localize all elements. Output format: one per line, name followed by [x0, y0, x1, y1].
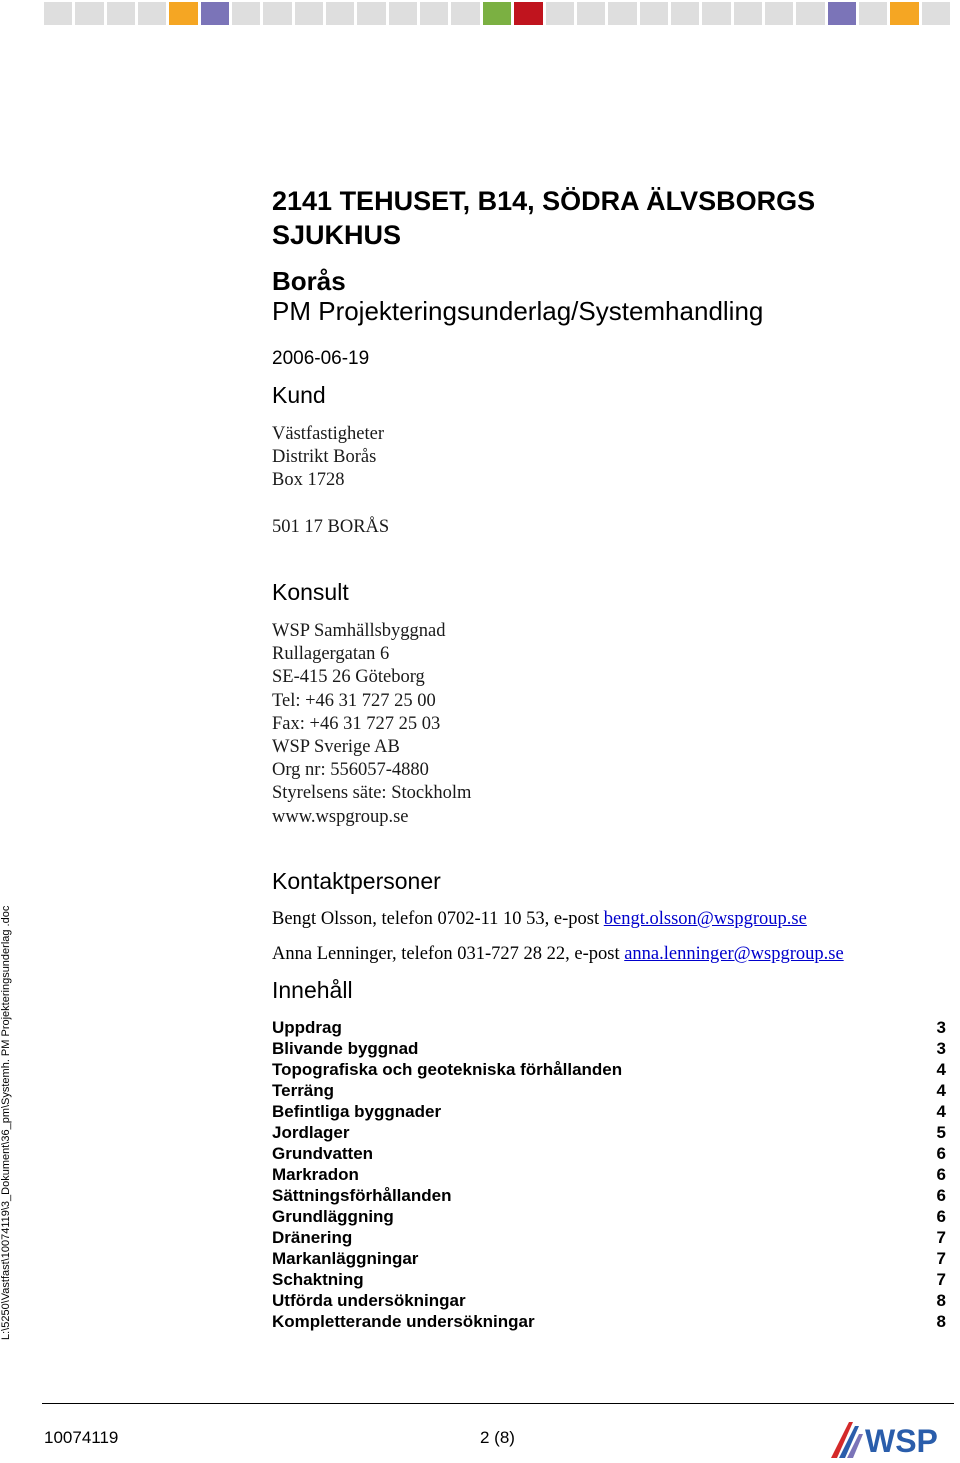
konsult-line: Org nr: 556057-4880 — [272, 760, 429, 781]
document-date: 2006-06-19 — [272, 348, 370, 369]
document-subtitle — [272, 266, 912, 326]
toc-label: Blivande byggnad — [272, 1039, 419, 1058]
color-strip-square — [75, 2, 103, 25]
toc-entry[interactable] — [272, 1269, 946, 1290]
email-link[interactable]: bengt.olsson@wspgroup.se — [603, 909, 807, 929]
toc-page: 3 — [936, 1039, 946, 1058]
color-strip-square — [922, 2, 950, 25]
toc-page: 6 — [936, 1207, 946, 1226]
toc-label: Befintliga byggnader — [272, 1102, 442, 1121]
toc-label: Kompletterande undersökningar — [272, 1312, 535, 1331]
color-strip-square — [295, 2, 323, 25]
konsult-line: www.wspgroup.se — [272, 806, 409, 827]
kund-address — [272, 423, 384, 493]
color-strip — [44, 2, 950, 25]
toc-page: 4 — [936, 1102, 946, 1121]
color-strip-square — [107, 2, 135, 25]
email-link[interactable]: anna.lenninger@wspgroup.se — [624, 944, 844, 964]
logo-text: WSP — [865, 1423, 938, 1459]
color-strip-square — [451, 2, 479, 25]
kund-line: Distrikt Borås — [272, 447, 377, 468]
document-title — [272, 184, 912, 252]
color-strip-square — [828, 2, 856, 25]
color-strip-square — [326, 2, 354, 25]
toc-page: 4 — [936, 1081, 946, 1100]
toc-page: 4 — [936, 1060, 946, 1079]
toc-entry[interactable] — [272, 1311, 946, 1332]
color-strip-square — [232, 2, 260, 25]
contact-row — [272, 944, 844, 965]
color-strip-square — [702, 2, 730, 25]
toc-label: Terräng — [272, 1081, 335, 1100]
title-line-1: 2141 TEHUSET, B14, SÖDRA ÄLVSBORGS — [272, 186, 816, 216]
toc-page: 7 — [936, 1270, 946, 1289]
color-strip-square — [796, 2, 824, 25]
toc-page: 8 — [936, 1291, 946, 1310]
kund-line: Box 1728 — [272, 470, 345, 491]
toc-page: 8 — [936, 1312, 946, 1331]
title-line-2: SJUKHUS — [272, 220, 402, 250]
toc-page: 7 — [936, 1228, 946, 1247]
color-strip-square — [859, 2, 887, 25]
color-strip-square — [483, 2, 511, 25]
toc-label: Grundvatten — [272, 1144, 374, 1163]
toc-entry[interactable] — [272, 1080, 946, 1101]
toc-entry[interactable] — [272, 1059, 946, 1080]
color-strip-square — [546, 2, 574, 25]
contact-text: Bengt Olsson, telefon 0702-11 10 53, e-post — [272, 909, 604, 929]
toc-entry[interactable] — [272, 1185, 946, 1206]
toc-label: Markradon — [272, 1165, 359, 1184]
color-strip-square — [138, 2, 166, 25]
toc-entry[interactable] — [272, 1038, 946, 1059]
konsult-line: Fax: +46 31 727 25 03 — [272, 713, 441, 734]
toc-entry[interactable] — [272, 1101, 946, 1122]
table-of-contents — [272, 1017, 946, 1332]
toc-label: Jordlager — [272, 1123, 350, 1142]
toc-page: 7 — [936, 1249, 946, 1268]
footer-doc-number: 10074119 — [44, 1428, 119, 1447]
konsult-line: WSP Sverige AB — [272, 737, 400, 758]
color-strip-square — [263, 2, 291, 25]
konsult-heading: Konsult — [272, 579, 349, 605]
toc-entry[interactable] — [272, 1122, 946, 1143]
file-path-margin: L:\5250\Vastfast\10074119\3_Dokument\36_pm\Systemh. PM Projekteringsunderlag .doc — [0, 905, 12, 1340]
wsp-logo-mark — [831, 1422, 863, 1458]
kund-heading: Kund — [272, 382, 326, 408]
konsult-line: SE-415 26 Göteborg — [272, 667, 425, 688]
konsult-line: Styrelsens säte: Stockholm — [272, 783, 472, 804]
contact-row — [272, 909, 807, 930]
konsult-line: WSP Samhällsbyggnad — [272, 621, 446, 641]
toc-entry[interactable] — [272, 1164, 946, 1185]
color-strip-square — [608, 2, 636, 25]
color-strip-square — [357, 2, 385, 25]
toc-page: 5 — [936, 1123, 946, 1142]
color-strip-square — [577, 2, 605, 25]
toc-label: Markanläggningar — [272, 1249, 419, 1268]
color-strip-square — [201, 2, 229, 25]
toc-label: Topografiska och geotekniska förhållanden — [272, 1060, 623, 1079]
toc-entry[interactable] — [272, 1143, 946, 1164]
toc-entry[interactable] — [272, 1206, 946, 1227]
toc-page: 6 — [936, 1186, 946, 1205]
toc-page: 3 — [936, 1018, 946, 1037]
toc-page: 6 — [936, 1144, 946, 1163]
kontakt-heading: Kontaktpersoner — [272, 868, 441, 894]
toc-entry[interactable] — [272, 1290, 946, 1311]
kund-line: Västfastigheter — [272, 424, 384, 444]
color-strip-square — [514, 2, 542, 25]
konsult-address — [272, 620, 471, 829]
color-strip-square — [890, 2, 918, 25]
kund-postal: 501 17 BORÅS — [272, 517, 390, 537]
toc-heading: Innehåll — [272, 977, 353, 1003]
toc-label: Utförda undersökningar — [272, 1291, 466, 1310]
contact-text: Anna Lenninger, telefon 031-727 28 22, e-post — [272, 944, 625, 964]
color-strip-square — [671, 2, 699, 25]
toc-label: Grundläggning — [272, 1207, 394, 1226]
toc-label: Sättningsförhållanden — [272, 1186, 452, 1205]
color-strip-square — [765, 2, 793, 25]
color-strip-square — [44, 2, 72, 25]
wsp-logo-icon — [829, 1418, 955, 1460]
color-strip-square — [169, 2, 197, 25]
color-strip-square — [734, 2, 762, 25]
footer-page-number: 2 (8) — [480, 1428, 515, 1447]
toc-entry[interactable] — [272, 1227, 946, 1248]
toc-label: Uppdrag — [272, 1018, 342, 1037]
toc-entry[interactable] — [272, 1248, 946, 1269]
toc-page: 6 — [936, 1165, 946, 1184]
konsult-line: Rullagergatan 6 — [272, 644, 390, 665]
color-strip-square — [389, 2, 417, 25]
footer-divider — [42, 1403, 954, 1404]
color-strip-square — [640, 2, 668, 25]
subtitle-type: PM Projekteringsunderlag/Systemhandling — [272, 296, 764, 326]
color-strip-square — [420, 2, 448, 25]
toc-label: Schaktning — [272, 1270, 364, 1289]
konsult-line: Tel: +46 31 727 25 00 — [272, 690, 436, 711]
toc-label: Dränering — [272, 1228, 353, 1247]
subtitle-city: Borås — [272, 266, 346, 296]
toc-entry[interactable] — [272, 1017, 946, 1038]
